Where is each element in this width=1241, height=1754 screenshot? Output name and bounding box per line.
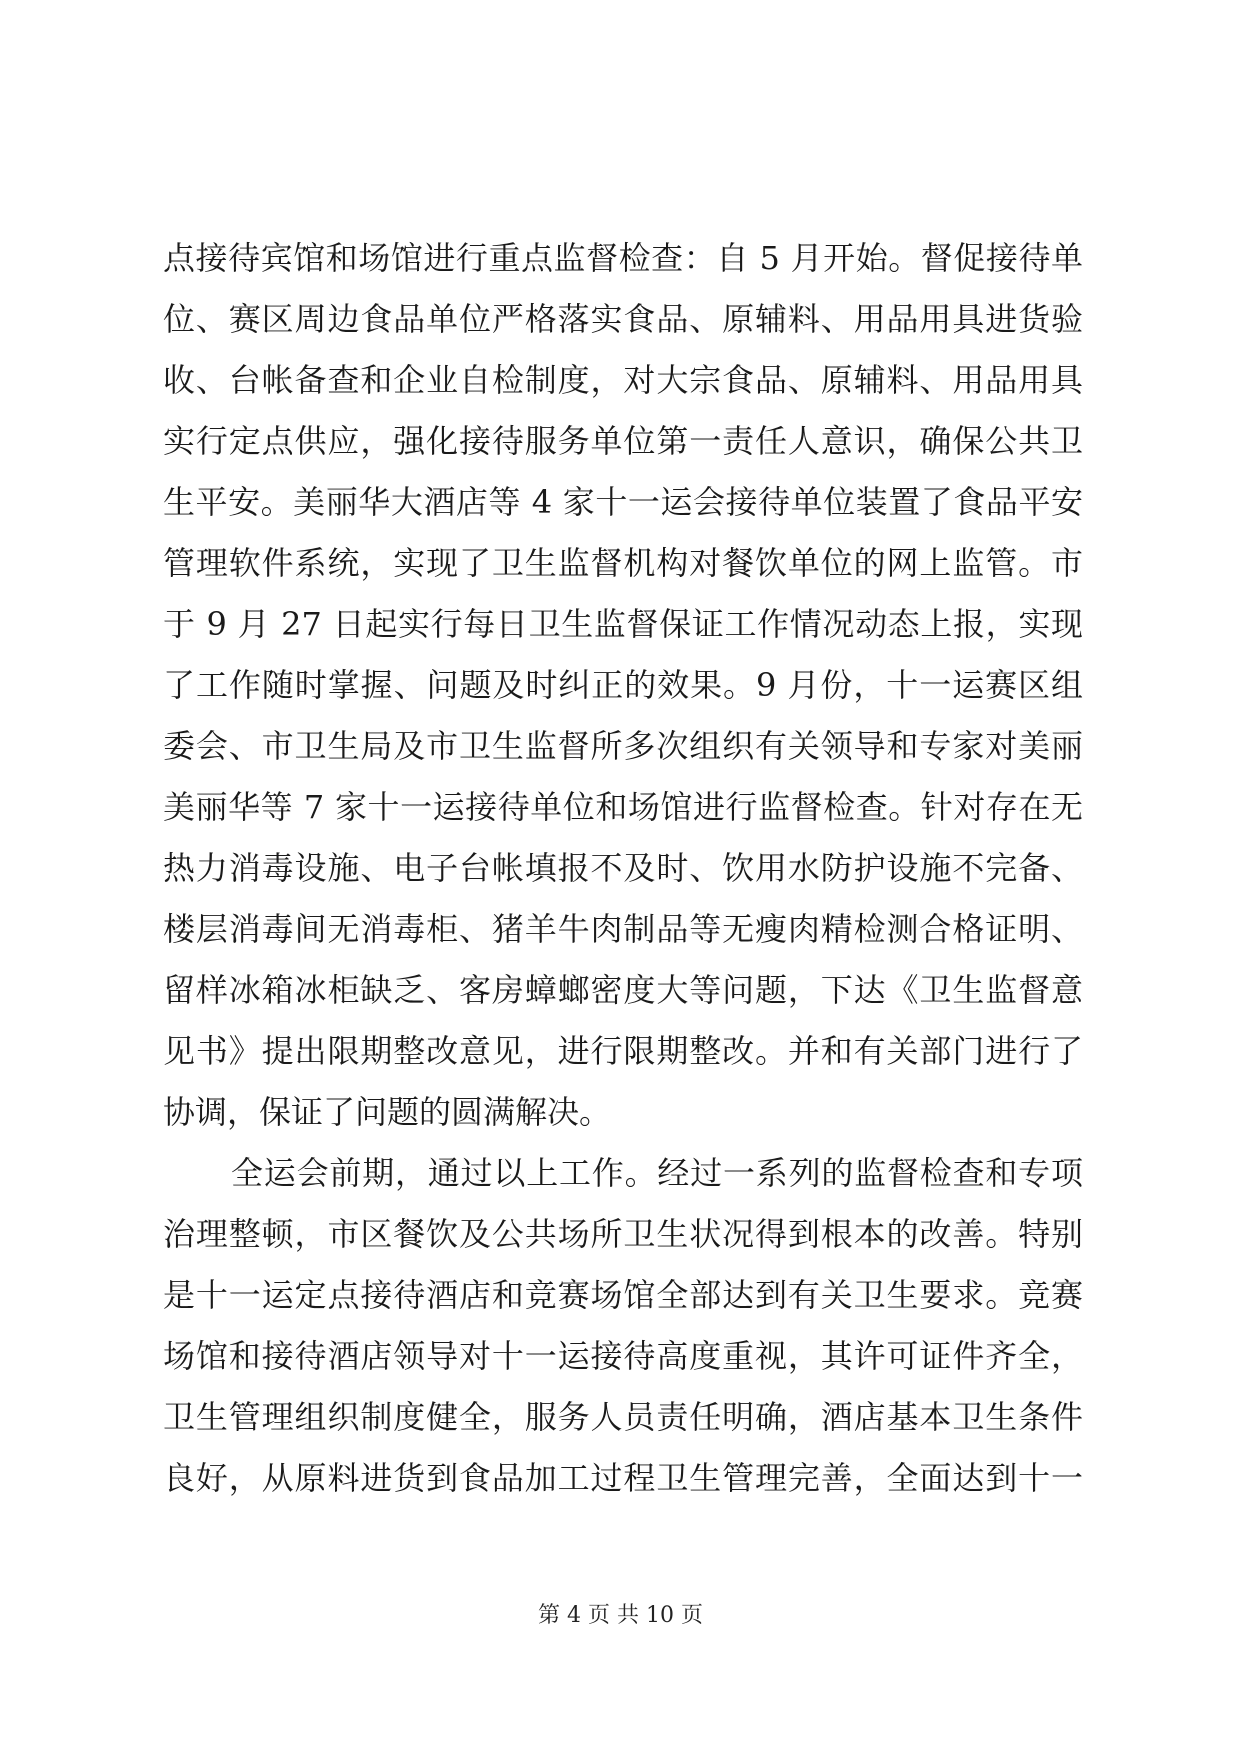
text-line: 全运会前期，通过以上工作。经过一系列的监督检查和专项 [231,1154,1083,1192]
paragraph-2 [163,1143,1083,1509]
text-line: 实行定点供应，强化接待服务单位第一责任人意识，确保公共卫 [163,422,1083,460]
text-line: 是十一运定点接待酒店和竞赛场馆全部达到有关卫生要求。竞赛 [163,1276,1083,1314]
document-body [163,228,1083,1509]
text-line: 见书》提出限期整改意见，进行限期整改。并和有关部门进行了 [163,1032,1083,1070]
text-line: 留样冰箱冰柜缺乏、客房蟑螂密度大等问题，下达《卫生监督意 [163,971,1083,1009]
text-line: 楼层消毒间无消毒柜、猪羊牛肉制品等无瘦肉精检测合格证明、 [163,910,1083,948]
text-line: 了工作随时掌握、问题及时纠正的效果。9 月份，十一运赛区组 [163,666,1083,704]
text-line: 收、台帐备查和企业自检制度，对大宗食品、原辅料、用品用具 [163,361,1083,399]
text-line: 管理软件系统，实现了卫生监督机构对餐饮单位的网上监管。市 [163,544,1083,582]
text-line: 生平安。美丽华大酒店等 4 家十一运会接待单位装置了食品平安 [163,483,1083,521]
text-line: 位、赛区周边食品单位严格落实食品、原辅料、用品用具进货验 [163,300,1083,338]
text-line: 协调，保证了问题的圆满解决。 [163,1093,612,1131]
text-line: 美丽华等 7 家十一运接待单位和场馆进行监督检查。针对存在无 [163,788,1083,826]
text-line: 卫生管理组织制度健全，服务人员责任明确，酒店基本卫生条件 [163,1398,1083,1436]
paragraph-1 [163,228,1083,1143]
text-line: 点接待宾馆和场馆进行重点监督检查：自 5 月开始。督促接待单 [163,239,1083,277]
text-line: 良好，从原料进货到食品加工过程卫生管理完善，全面达到十一 [163,1459,1083,1497]
page-number-footer: 第 4 页 共 10 页 [538,1603,703,1628]
text-line: 热力消毒设施、电子台帐填报不及时、饮用水防护设施不完备、 [163,849,1083,887]
text-line: 委会、市卫生局及市卫生监督所多次组织有关领导和专家对美丽 [163,727,1083,765]
text-line: 于 9 月 27 日起实行每日卫生监督保证工作情况动态上报，实现 [163,605,1083,643]
text-line: 治理整顿，市区餐饮及公共场所卫生状况得到根本的改善。特别 [163,1215,1083,1253]
text-line: 场馆和接待酒店领导对十一运接待高度重视，其许可证件齐全， [163,1337,1083,1375]
